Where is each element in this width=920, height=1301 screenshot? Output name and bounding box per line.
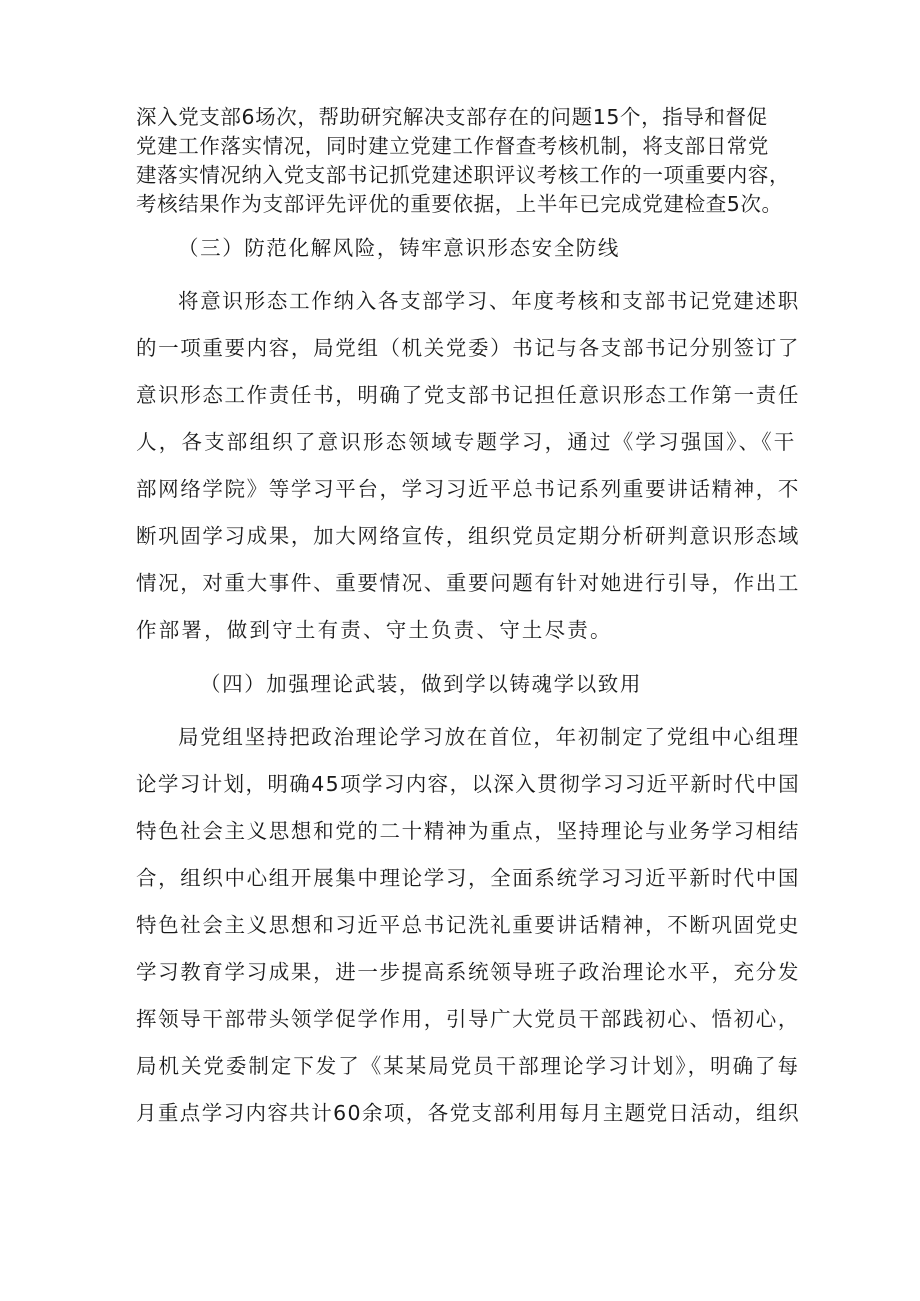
paragraph-1-line-1: 深入党支部6场次，帮助研究解决支部存在的问题15个，指导和督促 [136,105,768,129]
section-heading-4: （四）加强理论武装，做到学以铸魂学以致用 [200,672,642,696]
paragraph-3-line-3: 特色社会主义思想和党的二十精神为重点，坚持理论与业务学习相结 [136,819,800,843]
paragraph-2-line-3: 意识形态工作责任书，明确了党支部书记担任意识形态工作第一责任 [136,383,800,407]
paragraph-3-line-7: 挥领导干部带头领学促学作用，引导广大党员干部践初心、悟初心， [136,1007,800,1031]
paragraph-3-line-1: 局党组坚持把政治理论学习放在首位，年初制定了党组中心组理 [178,725,800,749]
paragraph-3-line-9: 月重点学习内容共计60余项，各党支部利用每月主题党日活动，组织 [136,1101,800,1125]
paragraph-2-line-2: 的一项重要内容，局党组（机关党委）书记与各支部书记分别签订了 [136,336,800,360]
section-heading-3: （三）防范化解风险，铸牢意识形态安全防线 [178,236,620,260]
paragraph-3-line-6: 学习教育学习成果，进一步提高系统领导班子政治理论水平，充分发 [136,960,800,984]
paragraph-2-line-8: 作部署，做到守土有责、守土负责、守土尽责。 [136,618,613,642]
paragraph-2-line-6: 断巩固学习成果，加大网络宣传，组织党员定期分析研判意识形态域 [136,524,800,548]
paragraph-3-line-5: 特色社会主义思想和习近平总书记洗礼重要讲话精神，不断巩固党史 [136,913,800,937]
paragraph-2-line-1: 将意识形态工作纳入各支部学习、年度考核和支部书记党建述职 [178,289,800,313]
paragraph-1-line-2: 党建工作落实情况，同时建立党建工作督查考核机制，将支部日常党 [136,134,769,158]
paragraph-2-line-7: 情况，对重大事件、重要情况、重要问题有针对她进行引导，作出工 [136,571,800,595]
paragraph-3-line-2: 论学习计划，明确45项学习内容，以深入贯彻学习习近平新时代中国 [136,772,800,796]
paragraph-1-line-3: 建落实情况纳入党支部书记抓党建述职评议考核工作的一项重要内容， [136,163,791,187]
paragraph-3-line-8: 局机关党委制定下发了《某某局党员干部理论学习计划》，明确了每 [136,1054,800,1078]
paragraph-2-line-5: 部网络学院》等学习平台，学习习近平总书记系列重要讲话精神，不 [136,477,800,501]
paragraph-2-line-4: 人，各支部组织了意识形态领域专题学习，通过《学习强国》、《干 [136,430,797,454]
paragraph-1-line-4: 考核结果作为支部评先评优的重要依据，上半年已完成党建检查5次。 [136,192,783,216]
paragraph-3-line-4: 合，组织中心组开展集中理论学习，全面系统学习习近平新时代中国 [136,866,800,890]
